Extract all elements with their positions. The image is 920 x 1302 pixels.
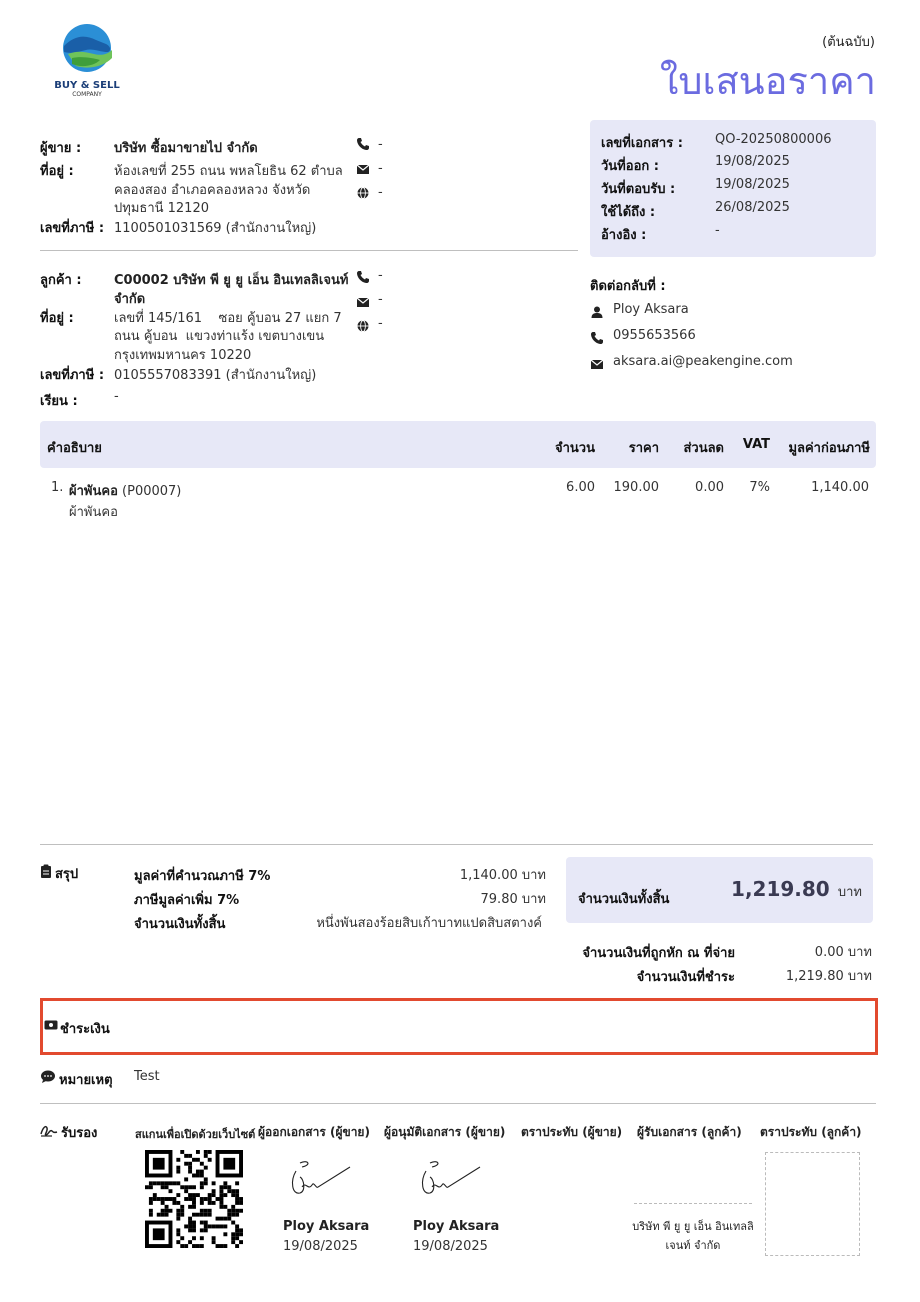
issuer-name: Ploy Aksara <box>283 1219 370 1234</box>
money-icon <box>44 1019 58 1035</box>
email-icon <box>356 162 370 180</box>
copy-label: (ต้นฉบับ) <box>822 35 875 50</box>
grand-unit: บาท <box>837 885 862 900</box>
approve-label: รับรอง <box>61 1126 98 1141</box>
globe-icon <box>356 319 370 337</box>
customer-phone: - <box>378 268 383 283</box>
th-price: ราคา <box>628 441 659 456</box>
clipboard-icon <box>40 864 52 882</box>
item-vat: 7% <box>749 480 770 495</box>
receiver-company-1: บริษัท พี ยู ยู เอ็น อินเทลลิ <box>632 1220 754 1233</box>
th-vat: VAT <box>742 437 770 452</box>
phone-icon <box>590 331 604 349</box>
handshake-logo-icon <box>50 22 124 74</box>
customer-tax-label: เลขที่ภาษี : <box>40 368 105 383</box>
contact-phone: 0955653566 <box>613 328 696 343</box>
summary-vat-label: ภาษีมูลค่าเพิ่ม 7% <box>134 893 240 908</box>
ref-value: - <box>715 223 720 238</box>
customer-stamp-label: ตราประทับ (ลูกค้า) <box>760 1125 862 1139</box>
item-qty: 6.00 <box>566 480 595 495</box>
customer-name-label: ลูกค้า : <box>40 273 82 288</box>
approver-signature <box>418 1157 484 1205</box>
customer-addr-1: เลขที่ 145/161 ซอย คู้บอน 27 แยก 7 <box>114 311 342 326</box>
receiver-label: ผู้รับเอกสาร (ลูกค้า) <box>637 1125 742 1139</box>
approve-divider <box>40 1103 876 1104</box>
issue-label: วันที่ออก : <box>601 159 659 174</box>
item-amount: 1,140.00 <box>811 480 869 495</box>
summary-base-label: มูลค่าที่คำนวณภาษี 7% <box>134 869 271 884</box>
payment-label: ชำระเงิน <box>60 1022 110 1037</box>
row-no: 1. <box>51 480 64 495</box>
scan-label: สแกนเพื่อเปิดด้วยเว็บไซต์ <box>135 1128 256 1141</box>
valid-label: ใช้ได้ถึง : <box>601 205 656 220</box>
summary-words: หนึ่งพันสองร้อยสิบเก้าบาทแปดสิบสตางค์ <box>316 916 542 931</box>
receiver-company-2: เจนท์ จำกัด <box>665 1239 721 1252</box>
seller-addr-1: ห้องเลขที่ 255 ถนน พหลโยธิน 62 ตำบล <box>114 164 343 179</box>
phone-icon <box>356 137 370 154</box>
th-disc: ส่วนลด <box>683 441 724 456</box>
grand-total <box>731 877 862 902</box>
contact-label: ติดต่อกลับที่ : <box>590 279 666 294</box>
customer-addr-3: กรุงเทพมหานคร 10220 <box>114 348 252 363</box>
signature-icon <box>40 1123 58 1141</box>
issuer-label: ผู้ออกเอกสาร (ผู้ขาย) <box>258 1125 370 1139</box>
summary-divider <box>40 844 873 845</box>
customer-addr-label: ที่อยู่ : <box>40 311 74 326</box>
seller-name-label: ผู้ขาย : <box>40 141 82 156</box>
user-icon <box>590 305 604 323</box>
th-qty: จำนวน <box>555 441 595 456</box>
seller-addr-label: ที่อยู่ : <box>40 164 74 179</box>
grand-value: 1,219.80 <box>731 877 830 901</box>
grand-label: จำนวนเงินทั้งสิ้น <box>578 892 670 907</box>
reply-label: วันที่ตอบรับ : <box>601 182 676 197</box>
th-desc: คำอธิบาย <box>47 441 102 456</box>
seller-web: - <box>378 185 383 200</box>
company-logo <box>50 22 124 98</box>
customer-name-1: C00002 บริษัท พี ยู ยู เอ็น อินเทลลิเจนท์ <box>114 273 349 288</box>
seller-phone: - <box>378 137 383 152</box>
customer-attn: - <box>114 389 119 404</box>
email-icon <box>590 357 604 375</box>
contact-email: aksara.ai@peakengine.com <box>613 354 793 369</box>
contact-name: Ploy Aksara <box>613 302 689 317</box>
approver-label: ผู้อนุมัติเอกสาร (ผู้ขาย) <box>384 1125 506 1139</box>
approver-date: 19/08/2025 <box>413 1239 488 1254</box>
issuer-date: 19/08/2025 <box>283 1239 358 1254</box>
table-row <box>69 480 181 501</box>
comment-icon <box>40 1070 56 1088</box>
ref-label: อ้างอิง : <box>601 228 647 243</box>
item-disc: 0.00 <box>695 480 724 495</box>
reply-value: 19/08/2025 <box>715 177 790 192</box>
customer-tax: 0105557083391 (สำนักงานใหญ่) <box>114 368 317 383</box>
summary-label: สรุป <box>55 867 79 882</box>
pay-label: จำนวนเงินที่ชำระ <box>636 970 735 985</box>
th-amount: มูลค่าก่อนภาษี <box>788 441 870 456</box>
customer-email: - <box>378 292 383 307</box>
issuer-signature <box>288 1157 354 1205</box>
item-price: 190.00 <box>613 480 659 495</box>
issue-value: 19/08/2025 <box>715 154 790 169</box>
item-desc: ผ้าพันคอ <box>69 505 118 520</box>
seller-stamp-label: ตราประทับ (ผู้ขาย) <box>521 1125 623 1139</box>
party-divider <box>40 250 578 251</box>
wht-value: 0.00 บาท <box>814 945 872 960</box>
seller-addr-2: คลองสอง อำเภอคลองหลวง จังหวัด <box>114 183 311 198</box>
logo-name: BUY & SELL <box>54 80 120 91</box>
docno-value: QO-20250800006 <box>715 132 832 147</box>
customer-addr-2: ถนน คู้บอน แขวงท่าแร้ง เขตบางเขน <box>114 329 325 344</box>
customer-web: - <box>378 316 383 331</box>
phone-icon <box>356 270 370 288</box>
summary-vat: 79.80 บาท <box>480 892 546 907</box>
seller-tax: 1100501031569 (สำนักงานใหญ่) <box>114 221 317 236</box>
remark-label: หมายเหตุ <box>59 1073 113 1088</box>
document-title: ใบเสนอราคา <box>659 59 876 103</box>
payment-section[interactable] <box>40 998 878 1055</box>
customer-name-2: จำกัด <box>114 292 146 307</box>
receiver-sign-line <box>634 1203 752 1204</box>
qr-code-icon[interactable] <box>145 1150 243 1248</box>
wht-label: จำนวนเงินที่ถูกหัก ณ ที่จ่าย <box>582 946 735 961</box>
pay-value: 1,219.80 บาท <box>785 969 872 984</box>
customer-stamp-box <box>765 1152 860 1256</box>
globe-icon <box>356 186 370 204</box>
email-icon <box>356 295 370 313</box>
item-code: (P00007) <box>122 484 182 499</box>
customer-attn-label: เรียน : <box>40 394 78 409</box>
logo-sub: COMPANY <box>72 91 102 98</box>
item-name: ผ้าพันคอ <box>69 484 118 499</box>
docno-label: เลขที่เอกสาร : <box>601 136 683 151</box>
valid-value: 26/08/2025 <box>715 200 790 215</box>
remark-text: Test <box>134 1069 160 1084</box>
summary-words-label: จำนวนเงินทั้งสิ้น <box>134 917 226 932</box>
seller-addr-3: ปทุมธานี 12120 <box>114 201 209 216</box>
seller-name: บริษัท ซื้อมาขายไป จำกัด <box>114 141 258 156</box>
approver-name: Ploy Aksara <box>413 1219 500 1234</box>
seller-tax-label: เลขที่ภาษี : <box>40 221 105 236</box>
summary-base: 1,140.00 บาท <box>459 868 546 883</box>
seller-email: - <box>378 161 383 176</box>
